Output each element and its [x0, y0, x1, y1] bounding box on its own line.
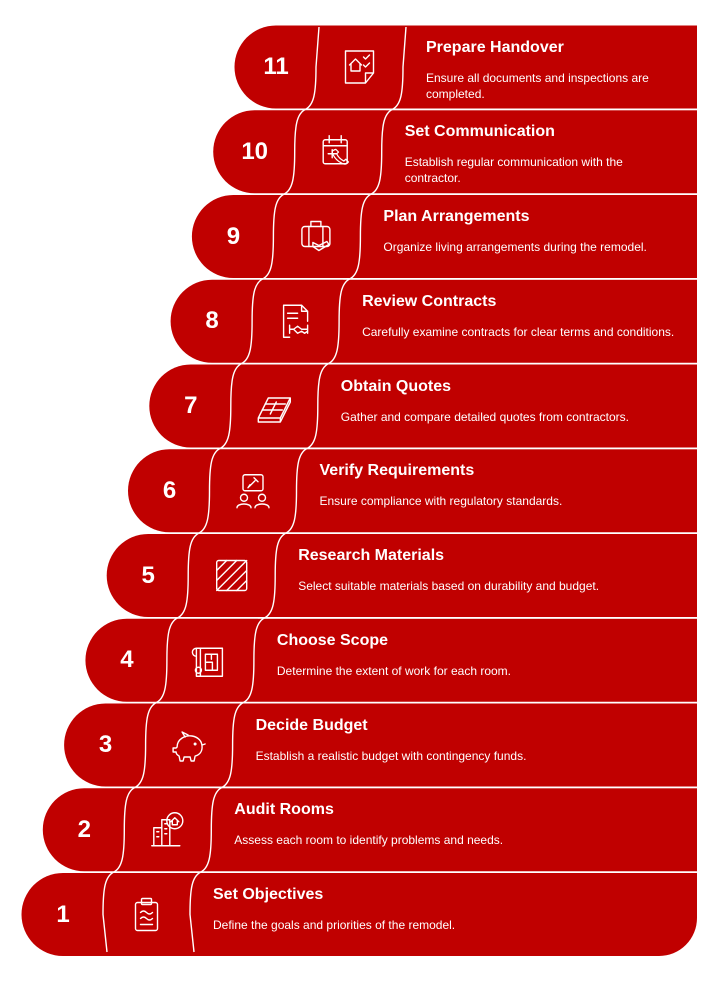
step-bar — [21, 873, 697, 956]
step-number: 3 — [98, 731, 113, 758]
step-number: 8 — [205, 307, 219, 335]
step-number: 6 — [162, 476, 177, 504]
step-title: Verify Requirements — [319, 462, 475, 480]
step-bar — [43, 788, 697, 871]
step-description: Define the goals and priorities of the remodel. — [213, 918, 456, 932]
step-description: Ensure compliance with regulatory standards. — [319, 494, 563, 509]
step-title: Audit Rooms — [234, 801, 334, 819]
step-title: Review Contracts — [362, 292, 497, 310]
step-title: Prepare Handover — [426, 38, 564, 56]
step-title: Choose Scope — [276, 631, 389, 649]
step-description: Assess each room to identify problems and needs. — [234, 833, 504, 848]
step-number: 5 — [141, 561, 155, 589]
step-description: Establish regular communication with the contractor. — [404, 155, 623, 186]
step-number: 9 — [226, 222, 241, 250]
step-title: Plan Arrangements — [383, 208, 530, 225]
step-description: Determine the extent of work for each room. — [276, 663, 511, 678]
step-description: Organize living arrangements during the remodel. — [383, 240, 647, 254]
step-number: 7 — [184, 392, 198, 419]
step-description: Gather and compare detailed quotes from contractors. — [340, 409, 629, 424]
step-title: Decide Budget — [255, 716, 368, 734]
step-number: 4 — [120, 646, 134, 674]
step-description: Carefully examine contracts for clear terms and conditions. — [362, 324, 675, 339]
step-description: Ensure all documents and inspections are completed. — [426, 70, 649, 101]
step-title: Research Materials — [298, 547, 445, 564]
step-number: 2 — [77, 815, 91, 843]
step-title: Set Communication — [404, 123, 555, 141]
step-number: 11 — [263, 53, 289, 80]
step-number: 1 — [56, 900, 70, 928]
step-bar — [64, 704, 697, 787]
step-number: 10 — [241, 137, 269, 165]
step-title: Set Objectives — [213, 886, 324, 903]
step-bar — [85, 619, 697, 702]
step-title: Obtain Quotes — [340, 377, 452, 395]
step-description: Select suitable materials based on durability and budget. — [298, 579, 600, 593]
step-description: Establish a realistic budget with contingency funds. — [255, 748, 527, 763]
